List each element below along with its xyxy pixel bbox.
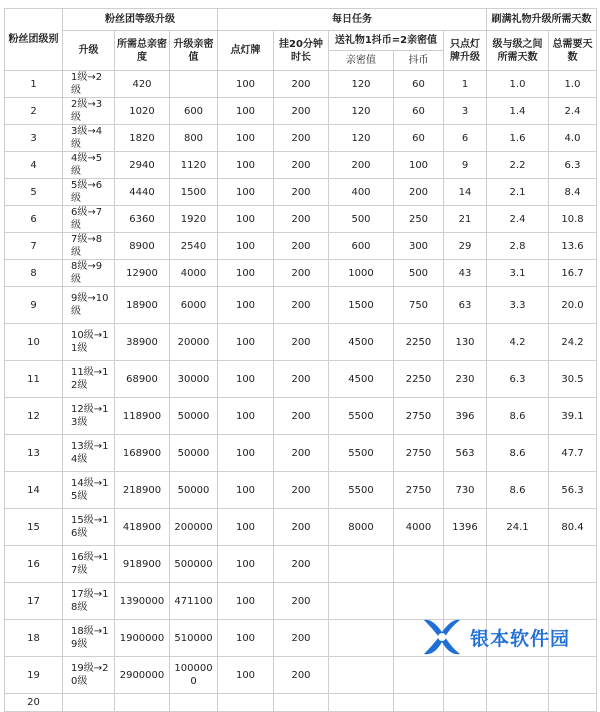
hang-cell: 200 bbox=[274, 509, 329, 546]
hang-cell: 200 bbox=[274, 98, 329, 125]
table-row bbox=[5, 435, 597, 472]
level-cell: 14 bbox=[5, 472, 63, 509]
intimacy-value-cell: 4500 bbox=[329, 361, 394, 398]
upgrade-cell: 11级→12级 bbox=[63, 361, 115, 398]
total-days-cell: 47.7 bbox=[549, 435, 597, 472]
upgrade-intimacy-cell: 50000 bbox=[170, 472, 218, 509]
total-days-cell: 30.5 bbox=[549, 361, 597, 398]
hang-cell: 200 bbox=[274, 620, 329, 657]
total-intimacy-cell: 420 bbox=[115, 71, 170, 98]
header-upgrade-group: 粉丝团等级升级 bbox=[63, 9, 218, 31]
level-cell: 18 bbox=[5, 620, 63, 657]
hang-cell: 200 bbox=[274, 125, 329, 152]
header-total-days: 总需要天数 bbox=[549, 31, 597, 71]
upgrade-cell: 8级→9级 bbox=[63, 260, 115, 287]
total-days-cell: 20.0 bbox=[549, 287, 597, 324]
level-cell: 1 bbox=[5, 71, 63, 98]
days-between-cell: 3.3 bbox=[487, 287, 549, 324]
total-days-cell: 10.8 bbox=[549, 206, 597, 233]
light-badge-cell: 100 bbox=[218, 583, 274, 620]
days-between-cell: 8.6 bbox=[487, 472, 549, 509]
intimacy-value-cell: 400 bbox=[329, 179, 394, 206]
douyin-coin-cell: 60 bbox=[394, 98, 444, 125]
table-body bbox=[5, 9, 597, 712]
light-badge-cell: 100 bbox=[218, 233, 274, 260]
level-cell: 9 bbox=[5, 287, 63, 324]
light-badge-cell: 100 bbox=[218, 509, 274, 546]
light-badge-cell: 100 bbox=[218, 71, 274, 98]
total-intimacy-cell: 18900 bbox=[115, 287, 170, 324]
only-light-cell: 1396 bbox=[444, 509, 487, 546]
intimacy-value-cell: 4500 bbox=[329, 324, 394, 361]
days-between-cell: 2.4 bbox=[487, 206, 549, 233]
intimacy-value-cell bbox=[329, 694, 394, 712]
days-between-cell: 1.0 bbox=[487, 71, 549, 98]
hang-cell: 200 bbox=[274, 324, 329, 361]
light-badge-cell: 100 bbox=[218, 472, 274, 509]
light-badge-cell: 100 bbox=[218, 152, 274, 179]
total-intimacy-cell: 1820 bbox=[115, 125, 170, 152]
x-logo-icon bbox=[418, 614, 466, 660]
level-cell: 3 bbox=[5, 125, 63, 152]
header-row-2 bbox=[5, 31, 597, 51]
total-intimacy-cell: 168900 bbox=[115, 435, 170, 472]
only-light-cell: 563 bbox=[444, 435, 487, 472]
only-light-cell: 29 bbox=[444, 233, 487, 260]
intimacy-value-cell: 120 bbox=[329, 71, 394, 98]
intimacy-value-cell: 8000 bbox=[329, 509, 394, 546]
douyin-coin-cell bbox=[394, 694, 444, 712]
hang-cell: 200 bbox=[274, 361, 329, 398]
upgrade-intimacy-cell: 50000 bbox=[170, 398, 218, 435]
watermark-text: 银本软件园 bbox=[470, 628, 571, 650]
total-days-cell: 56.3 bbox=[549, 472, 597, 509]
hang-cell: 200 bbox=[274, 546, 329, 583]
total-days-cell: 2.4 bbox=[549, 98, 597, 125]
hang-cell: 200 bbox=[274, 233, 329, 260]
only-light-cell: 730 bbox=[444, 472, 487, 509]
hang-cell bbox=[274, 694, 329, 712]
intimacy-value-cell bbox=[329, 657, 394, 694]
table-row bbox=[5, 125, 597, 152]
hang-cell: 200 bbox=[274, 71, 329, 98]
total-days-cell bbox=[549, 546, 597, 583]
table-row bbox=[5, 361, 597, 398]
total-intimacy-cell: 2940 bbox=[115, 152, 170, 179]
hang-cell: 200 bbox=[274, 287, 329, 324]
header-total-intimacy: 所需总亲密度 bbox=[115, 31, 170, 71]
watermark bbox=[412, 610, 598, 664]
level-cell: 6 bbox=[5, 206, 63, 233]
level-cell: 2 bbox=[5, 98, 63, 125]
upgrade-intimacy-cell: 1920 bbox=[170, 206, 218, 233]
header-daily-tasks: 每日任务 bbox=[218, 9, 487, 31]
hang-cell: 200 bbox=[274, 435, 329, 472]
header-hang-20min: 挂20分钟时长 bbox=[274, 31, 329, 71]
table-row bbox=[5, 546, 597, 583]
only-light-cell: 6 bbox=[444, 125, 487, 152]
upgrade-intimacy-cell: 471100 bbox=[170, 583, 218, 620]
upgrade-intimacy-cell: 800 bbox=[170, 125, 218, 152]
days-between-cell: 3.1 bbox=[487, 260, 549, 287]
total-intimacy-cell: 8900 bbox=[115, 233, 170, 260]
header-upgrade: 升级 bbox=[63, 31, 115, 71]
only-light-cell bbox=[444, 694, 487, 712]
upgrade-intimacy-cell: 600 bbox=[170, 98, 218, 125]
header-upgrade-intimacy: 升级亲密值 bbox=[170, 31, 218, 71]
only-light-cell: 14 bbox=[444, 179, 487, 206]
light-badge-cell: 100 bbox=[218, 125, 274, 152]
total-intimacy-cell: 1900000 bbox=[115, 620, 170, 657]
light-badge-cell: 100 bbox=[218, 206, 274, 233]
light-badge-cell: 100 bbox=[218, 179, 274, 206]
days-between-cell: 8.6 bbox=[487, 435, 549, 472]
level-cell: 12 bbox=[5, 398, 63, 435]
upgrade-cell: 16级→17级 bbox=[63, 546, 115, 583]
hang-cell: 200 bbox=[274, 583, 329, 620]
light-badge-cell: 100 bbox=[218, 435, 274, 472]
level-cell: 15 bbox=[5, 509, 63, 546]
upgrade-cell: 5级→6级 bbox=[63, 179, 115, 206]
header-light-badge: 点灯牌 bbox=[218, 31, 274, 71]
days-between-cell bbox=[487, 694, 549, 712]
days-between-cell: 2.1 bbox=[487, 179, 549, 206]
douyin-coin-cell: 250 bbox=[394, 206, 444, 233]
intimacy-value-cell: 1500 bbox=[329, 287, 394, 324]
table-row bbox=[5, 287, 597, 324]
douyin-coin-cell: 4000 bbox=[394, 509, 444, 546]
upgrade-intimacy-cell: 20000 bbox=[170, 324, 218, 361]
douyin-coin-cell: 500 bbox=[394, 260, 444, 287]
hang-cell: 200 bbox=[274, 657, 329, 694]
douyin-coin-cell: 60 bbox=[394, 71, 444, 98]
only-light-cell: 43 bbox=[444, 260, 487, 287]
table-row bbox=[5, 472, 597, 509]
table-row bbox=[5, 98, 597, 125]
total-days-cell: 13.6 bbox=[549, 233, 597, 260]
days-between-cell: 24.1 bbox=[487, 509, 549, 546]
days-between-cell: 2.2 bbox=[487, 152, 549, 179]
total-intimacy-cell bbox=[115, 694, 170, 712]
light-badge-cell: 100 bbox=[218, 657, 274, 694]
upgrade-intimacy-cell: 50000 bbox=[170, 435, 218, 472]
table-row bbox=[5, 71, 597, 98]
intimacy-value-cell bbox=[329, 620, 394, 657]
level-cell: 19 bbox=[5, 657, 63, 694]
intimacy-value-cell bbox=[329, 546, 394, 583]
douyin-coin-cell: 2250 bbox=[394, 361, 444, 398]
total-intimacy-cell: 6360 bbox=[115, 206, 170, 233]
hang-cell: 200 bbox=[274, 260, 329, 287]
level-cell: 16 bbox=[5, 546, 63, 583]
total-intimacy-cell: 4440 bbox=[115, 179, 170, 206]
header-fan-level: 粉丝团级别 bbox=[5, 9, 63, 71]
upgrade-cell: 14级→15级 bbox=[63, 472, 115, 509]
douyin-coin-cell: 2750 bbox=[394, 435, 444, 472]
upgrade-cell: 4级→5级 bbox=[63, 152, 115, 179]
upgrade-intimacy-cell bbox=[170, 71, 218, 98]
days-between-cell: 2.8 bbox=[487, 233, 549, 260]
light-badge-cell: 100 bbox=[218, 98, 274, 125]
fan-club-level-table bbox=[4, 8, 597, 712]
only-light-cell: 63 bbox=[444, 287, 487, 324]
intimacy-value-cell: 5500 bbox=[329, 398, 394, 435]
header-days-between: 级与级之间所需天数 bbox=[487, 31, 549, 71]
hang-cell: 200 bbox=[274, 206, 329, 233]
header-only-light-badge: 只点灯牌升级 bbox=[444, 31, 487, 71]
total-intimacy-cell: 38900 bbox=[115, 324, 170, 361]
light-badge-cell: 100 bbox=[218, 260, 274, 287]
table-row bbox=[5, 206, 597, 233]
upgrade-intimacy-cell bbox=[170, 694, 218, 712]
upgrade-intimacy-cell: 500000 bbox=[170, 546, 218, 583]
intimacy-value-cell: 120 bbox=[329, 125, 394, 152]
total-intimacy-cell: 1020 bbox=[115, 98, 170, 125]
upgrade-intimacy-cell: 1120 bbox=[170, 152, 218, 179]
level-cell: 11 bbox=[5, 361, 63, 398]
total-days-cell: 39.1 bbox=[549, 398, 597, 435]
table-row bbox=[5, 694, 597, 712]
table-row bbox=[5, 233, 597, 260]
hang-cell: 200 bbox=[274, 179, 329, 206]
only-light-cell: 21 bbox=[444, 206, 487, 233]
total-days-cell: 24.2 bbox=[549, 324, 597, 361]
total-intimacy-cell: 918900 bbox=[115, 546, 170, 583]
douyin-coin-cell: 100 bbox=[394, 152, 444, 179]
total-days-cell: 1.0 bbox=[549, 71, 597, 98]
header-intimacy-value: 亲密值 bbox=[329, 51, 394, 71]
level-cell: 13 bbox=[5, 435, 63, 472]
total-days-cell: 80.4 bbox=[549, 509, 597, 546]
level-cell: 8 bbox=[5, 260, 63, 287]
only-light-cell bbox=[444, 546, 487, 583]
level-cell: 20 bbox=[5, 694, 63, 712]
hang-cell: 200 bbox=[274, 472, 329, 509]
intimacy-value-cell: 200 bbox=[329, 152, 394, 179]
upgrade-cell bbox=[63, 694, 115, 712]
only-light-cell: 230 bbox=[444, 361, 487, 398]
light-badge-cell: 100 bbox=[218, 398, 274, 435]
upgrade-cell: 2级→3级 bbox=[63, 98, 115, 125]
days-between-cell: 4.2 bbox=[487, 324, 549, 361]
upgrade-cell: 18级→19级 bbox=[63, 620, 115, 657]
days-between-cell: 8.6 bbox=[487, 398, 549, 435]
douyin-coin-cell bbox=[394, 546, 444, 583]
upgrade-cell: 1级→2级 bbox=[63, 71, 115, 98]
intimacy-value-cell: 500 bbox=[329, 206, 394, 233]
upgrade-intimacy-cell: 30000 bbox=[170, 361, 218, 398]
douyin-coin-cell: 2750 bbox=[394, 398, 444, 435]
light-badge-cell: 100 bbox=[218, 324, 274, 361]
total-intimacy-cell: 2900000 bbox=[115, 657, 170, 694]
total-intimacy-cell: 118900 bbox=[115, 398, 170, 435]
total-days-cell: 8.4 bbox=[549, 179, 597, 206]
header-row-1 bbox=[5, 9, 597, 31]
upgrade-intimacy-cell: 1500 bbox=[170, 179, 218, 206]
total-intimacy-cell: 1390000 bbox=[115, 583, 170, 620]
header-douyin-coin: 抖币 bbox=[394, 51, 444, 71]
light-badge-cell: 100 bbox=[218, 546, 274, 583]
level-cell: 10 bbox=[5, 324, 63, 361]
upgrade-cell: 10级→11级 bbox=[63, 324, 115, 361]
upgrade-cell: 3级→4级 bbox=[63, 125, 115, 152]
upgrade-cell: 6级→7级 bbox=[63, 206, 115, 233]
table-row bbox=[5, 152, 597, 179]
only-light-cell: 396 bbox=[444, 398, 487, 435]
upgrade-intimacy-cell: 4000 bbox=[170, 260, 218, 287]
douyin-coin-cell: 750 bbox=[394, 287, 444, 324]
upgrade-cell: 19级→20级 bbox=[63, 657, 115, 694]
total-intimacy-cell: 218900 bbox=[115, 472, 170, 509]
days-between-cell: 1.6 bbox=[487, 125, 549, 152]
intimacy-value-cell: 1000 bbox=[329, 260, 394, 287]
only-light-cell: 3 bbox=[444, 98, 487, 125]
header-gift-days-group: 刷满礼物升级所需天数 bbox=[487, 9, 597, 31]
light-badge-cell bbox=[218, 694, 274, 712]
upgrade-intimacy-cell: 1000000 bbox=[170, 657, 218, 694]
douyin-coin-cell: 2250 bbox=[394, 324, 444, 361]
total-days-cell bbox=[549, 694, 597, 712]
intimacy-value-cell: 5500 bbox=[329, 472, 394, 509]
table-row bbox=[5, 509, 597, 546]
total-days-cell: 6.3 bbox=[549, 152, 597, 179]
light-badge-cell: 100 bbox=[218, 620, 274, 657]
level-cell: 5 bbox=[5, 179, 63, 206]
douyin-coin-cell: 60 bbox=[394, 125, 444, 152]
total-intimacy-cell: 12900 bbox=[115, 260, 170, 287]
upgrade-cell: 7级→8级 bbox=[63, 233, 115, 260]
total-intimacy-cell: 418900 bbox=[115, 509, 170, 546]
hang-cell: 200 bbox=[274, 152, 329, 179]
total-intimacy-cell: 68900 bbox=[115, 361, 170, 398]
light-badge-cell: 100 bbox=[218, 287, 274, 324]
upgrade-cell: 17级→18级 bbox=[63, 583, 115, 620]
intimacy-value-cell bbox=[329, 583, 394, 620]
only-light-cell: 1 bbox=[444, 71, 487, 98]
level-cell: 7 bbox=[5, 233, 63, 260]
intimacy-value-cell: 120 bbox=[329, 98, 394, 125]
table-row bbox=[5, 398, 597, 435]
only-light-cell: 9 bbox=[444, 152, 487, 179]
hang-cell: 200 bbox=[274, 398, 329, 435]
intimacy-value-cell: 5500 bbox=[329, 435, 394, 472]
upgrade-intimacy-cell: 200000 bbox=[170, 509, 218, 546]
intimacy-value-cell: 600 bbox=[329, 233, 394, 260]
upgrade-intimacy-cell: 6000 bbox=[170, 287, 218, 324]
days-between-cell: 1.4 bbox=[487, 98, 549, 125]
table-row bbox=[5, 260, 597, 287]
table-row bbox=[5, 324, 597, 361]
upgrade-cell: 13级→14级 bbox=[63, 435, 115, 472]
upgrade-cell: 9级→10级 bbox=[63, 287, 115, 324]
only-light-cell: 130 bbox=[444, 324, 487, 361]
header-gift-rule: 送礼物1抖币=2亲密值 bbox=[329, 31, 444, 51]
upgrade-intimacy-cell: 2540 bbox=[170, 233, 218, 260]
douyin-coin-cell: 300 bbox=[394, 233, 444, 260]
upgrade-cell: 12级→13级 bbox=[63, 398, 115, 435]
total-days-cell: 4.0 bbox=[549, 125, 597, 152]
level-cell: 4 bbox=[5, 152, 63, 179]
douyin-coin-cell: 2750 bbox=[394, 472, 444, 509]
light-badge-cell: 100 bbox=[218, 361, 274, 398]
days-between-cell: 6.3 bbox=[487, 361, 549, 398]
level-cell: 17 bbox=[5, 583, 63, 620]
douyin-coin-cell: 200 bbox=[394, 179, 444, 206]
total-days-cell: 16.7 bbox=[549, 260, 597, 287]
days-between-cell bbox=[487, 546, 549, 583]
upgrade-intimacy-cell: 510000 bbox=[170, 620, 218, 657]
table-row bbox=[5, 179, 597, 206]
upgrade-cell: 15级→16级 bbox=[63, 509, 115, 546]
